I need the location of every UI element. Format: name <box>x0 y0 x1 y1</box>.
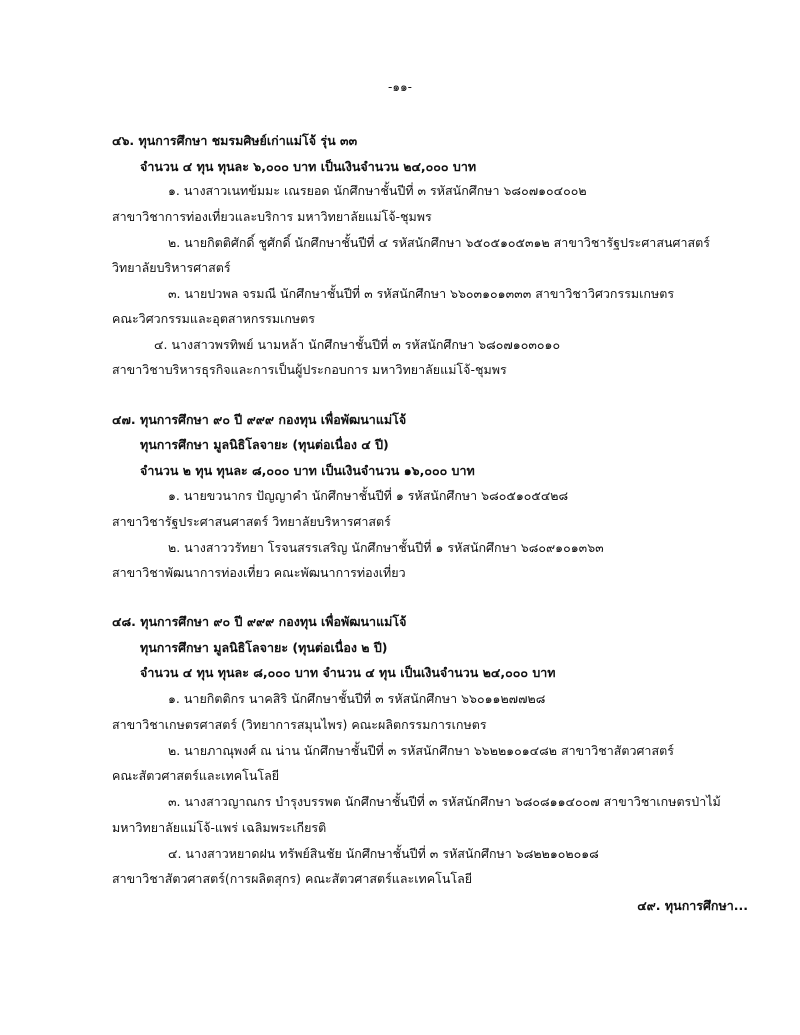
recipient-program: สาขาวิชาบริหารธุรกิจและการเป็นผู้ประกอบการ มหาวิทยาลัยแม่โจ้-ชุมพร <box>112 362 507 377</box>
recipient-line: ๒. นายภาณุพงศ์ ณ น่าน นักศึกษาชั้นปีที่ ๓ รหัสนักศึกษา ๖๖๒๒๑๐๑๔๘๒ สาขาวิชาสัตวศาสตร์ <box>168 743 674 758</box>
recipient-program: คณะสัตวศาสตร์และเทคโนโลยี <box>112 768 280 783</box>
section-amount: จำนวน ๔ ทุน ทุนละ ๘,๐๐๐ บาท จำนวน ๔ ทุน เป็นเงินจำนวน ๒๔,๐๐๐ บาท <box>140 665 556 680</box>
section-fund: ทุนการศึกษา มูลนิธิโลจายะ (ทุนต่อเนื่อง ๔ ปี) <box>140 437 389 452</box>
recipient-line: ๒. นางสาววรัทยา โรจนสรรเสริญ นักศึกษาชั้นปีที่ ๑ รหัสนักศึกษา ๖๘๐๙๑๐๑๓๖๓ <box>168 540 604 555</box>
recipient-line: ๑. นายกิตติกร นาคสิริ นักศึกษาชั้นปีที่ ๓ รหัสนักศึกษา ๖๖๐๑๑๒๗๗๒๘ <box>168 691 546 706</box>
section-amount: จำนวน ๔ ทุน ทุนละ ๖,๐๐๐ บาท เป็นเงินจำนวน ๒๔,๐๐๐ บาท <box>140 159 477 174</box>
recipient-program: สาขาวิชาสัตวศาสตร์(การผลิตสุกร) คณะสัตวศาสตร์และเทคโนโลยี <box>112 871 473 886</box>
recipient-program: วิทยาลัยบริหารศาสตร์ <box>112 260 231 275</box>
recipient-line: ๓. นายปวพล จรมณี นักศึกษาชั้นปีที่ ๓ รหัสนักศึกษา ๖๖๐๓๑๐๑๓๓๓ สาขาวิชาวิศวกรรมเกษตร <box>168 286 675 301</box>
recipient-line: ๔. นางสาวหยาดฝน ทรัพย์สินชัย นักศึกษาชั้นปีที่ ๓ รหัสนักศึกษา ๖๘๒๒๑๐๒๐๑๘ <box>168 846 599 861</box>
recipient-program: คณะวิศวกรรมและอุตสาหกรรมเกษตร <box>112 311 315 326</box>
recipient-line: ๑. นางสาวเนทข้มมะ เณรยอด นักศึกษาชั้นปีที่ ๓ รหัสนักศึกษา ๖๘๐๗๑๐๔๐๐๒ <box>168 183 587 198</box>
recipient-line: ๒. นายกิตติศักดิ์ ชูศักดิ์ นักศึกษาชั้นปีที่ ๔ รหัสนักศึกษา ๖๕๐๕๑๐๕๓๑๒ สาขาวิชารัฐประศาสนศาสตร์ <box>168 235 710 250</box>
section-amount: จำนวน ๒ ทุน ทุนละ ๘,๐๐๐ บาท เป็นเงินจำนวน ๑๖,๐๐๐ บาท <box>140 463 475 478</box>
section-heading: ๔๖. ทุนการศึกษา ชมรมศิษย์เก่าแม่โจ้ รุ่น ๓๓ <box>112 133 358 148</box>
recipient-program: สาขาวิชาการท่องเที่ยวและบริการ มหาวิทยาลัยแม่โจ้-ชุมพร <box>112 209 432 224</box>
continuation-text: ๔๙. ทุนการศึกษา... <box>637 898 748 913</box>
recipient-program: สาขาวิชาเกษตรศาสตร์ (วิทยาการสมุนไพร) คณะผลิตกรรมการเกษตร <box>112 717 487 732</box>
recipient-line: ๓. นางสาวญาณกร บำรุงบรรพต นักศึกษาชั้นปีที่ ๓ รหัสนักศึกษา ๖๘๐๘๑๑๔๐๐๗ สาขาวิชาเกษตรป่าไม้ <box>168 794 721 809</box>
recipient-program: สาขาวิชารัฐประศาสนศาสตร์ วิทยาลัยบริหารศาสตร์ <box>112 514 391 529</box>
section-heading: ๔๗. ทุนการศึกษา ๙๐ ปี ๙๙๙ กองทุน เพื่อพัฒนาแม่โจ้ <box>112 412 407 427</box>
section-fund: ทุนการศึกษา มูลนิธิโลจายะ (ทุนต่อเนื่อง ๒ ปี) <box>140 640 388 655</box>
recipient-line: ๑. นายขวนากร ปัญญาคำ นักศึกษาชั้นปีที่ ๑ รหัสนักศึกษา ๖๘๐๕๑๐๕๔๒๘ <box>168 488 569 503</box>
recipient-program: มหาวิทยาลัยแม่โจ้-แพร่ เฉลิมพระเกียรติ <box>112 820 327 835</box>
recipient-program: สาขาวิชาพัฒนาการท่องเที่ยว คณะพัฒนาการท่องเที่ยว <box>112 565 406 580</box>
page-number: -๑๑- <box>388 80 412 94</box>
section-heading: ๔๘. ทุนการศึกษา ๙๐ ปี ๙๙๙ กองทุน เพื่อพัฒนาแม่โจ้ <box>112 614 407 629</box>
recipient-line: ๔. นางสาวพรทิพย์ นามหล้า นักศึกษาชั้นปีที่ ๓ รหัสนักศึกษา ๖๘๐๗๑๐๓๐๑๐ <box>154 337 561 352</box>
